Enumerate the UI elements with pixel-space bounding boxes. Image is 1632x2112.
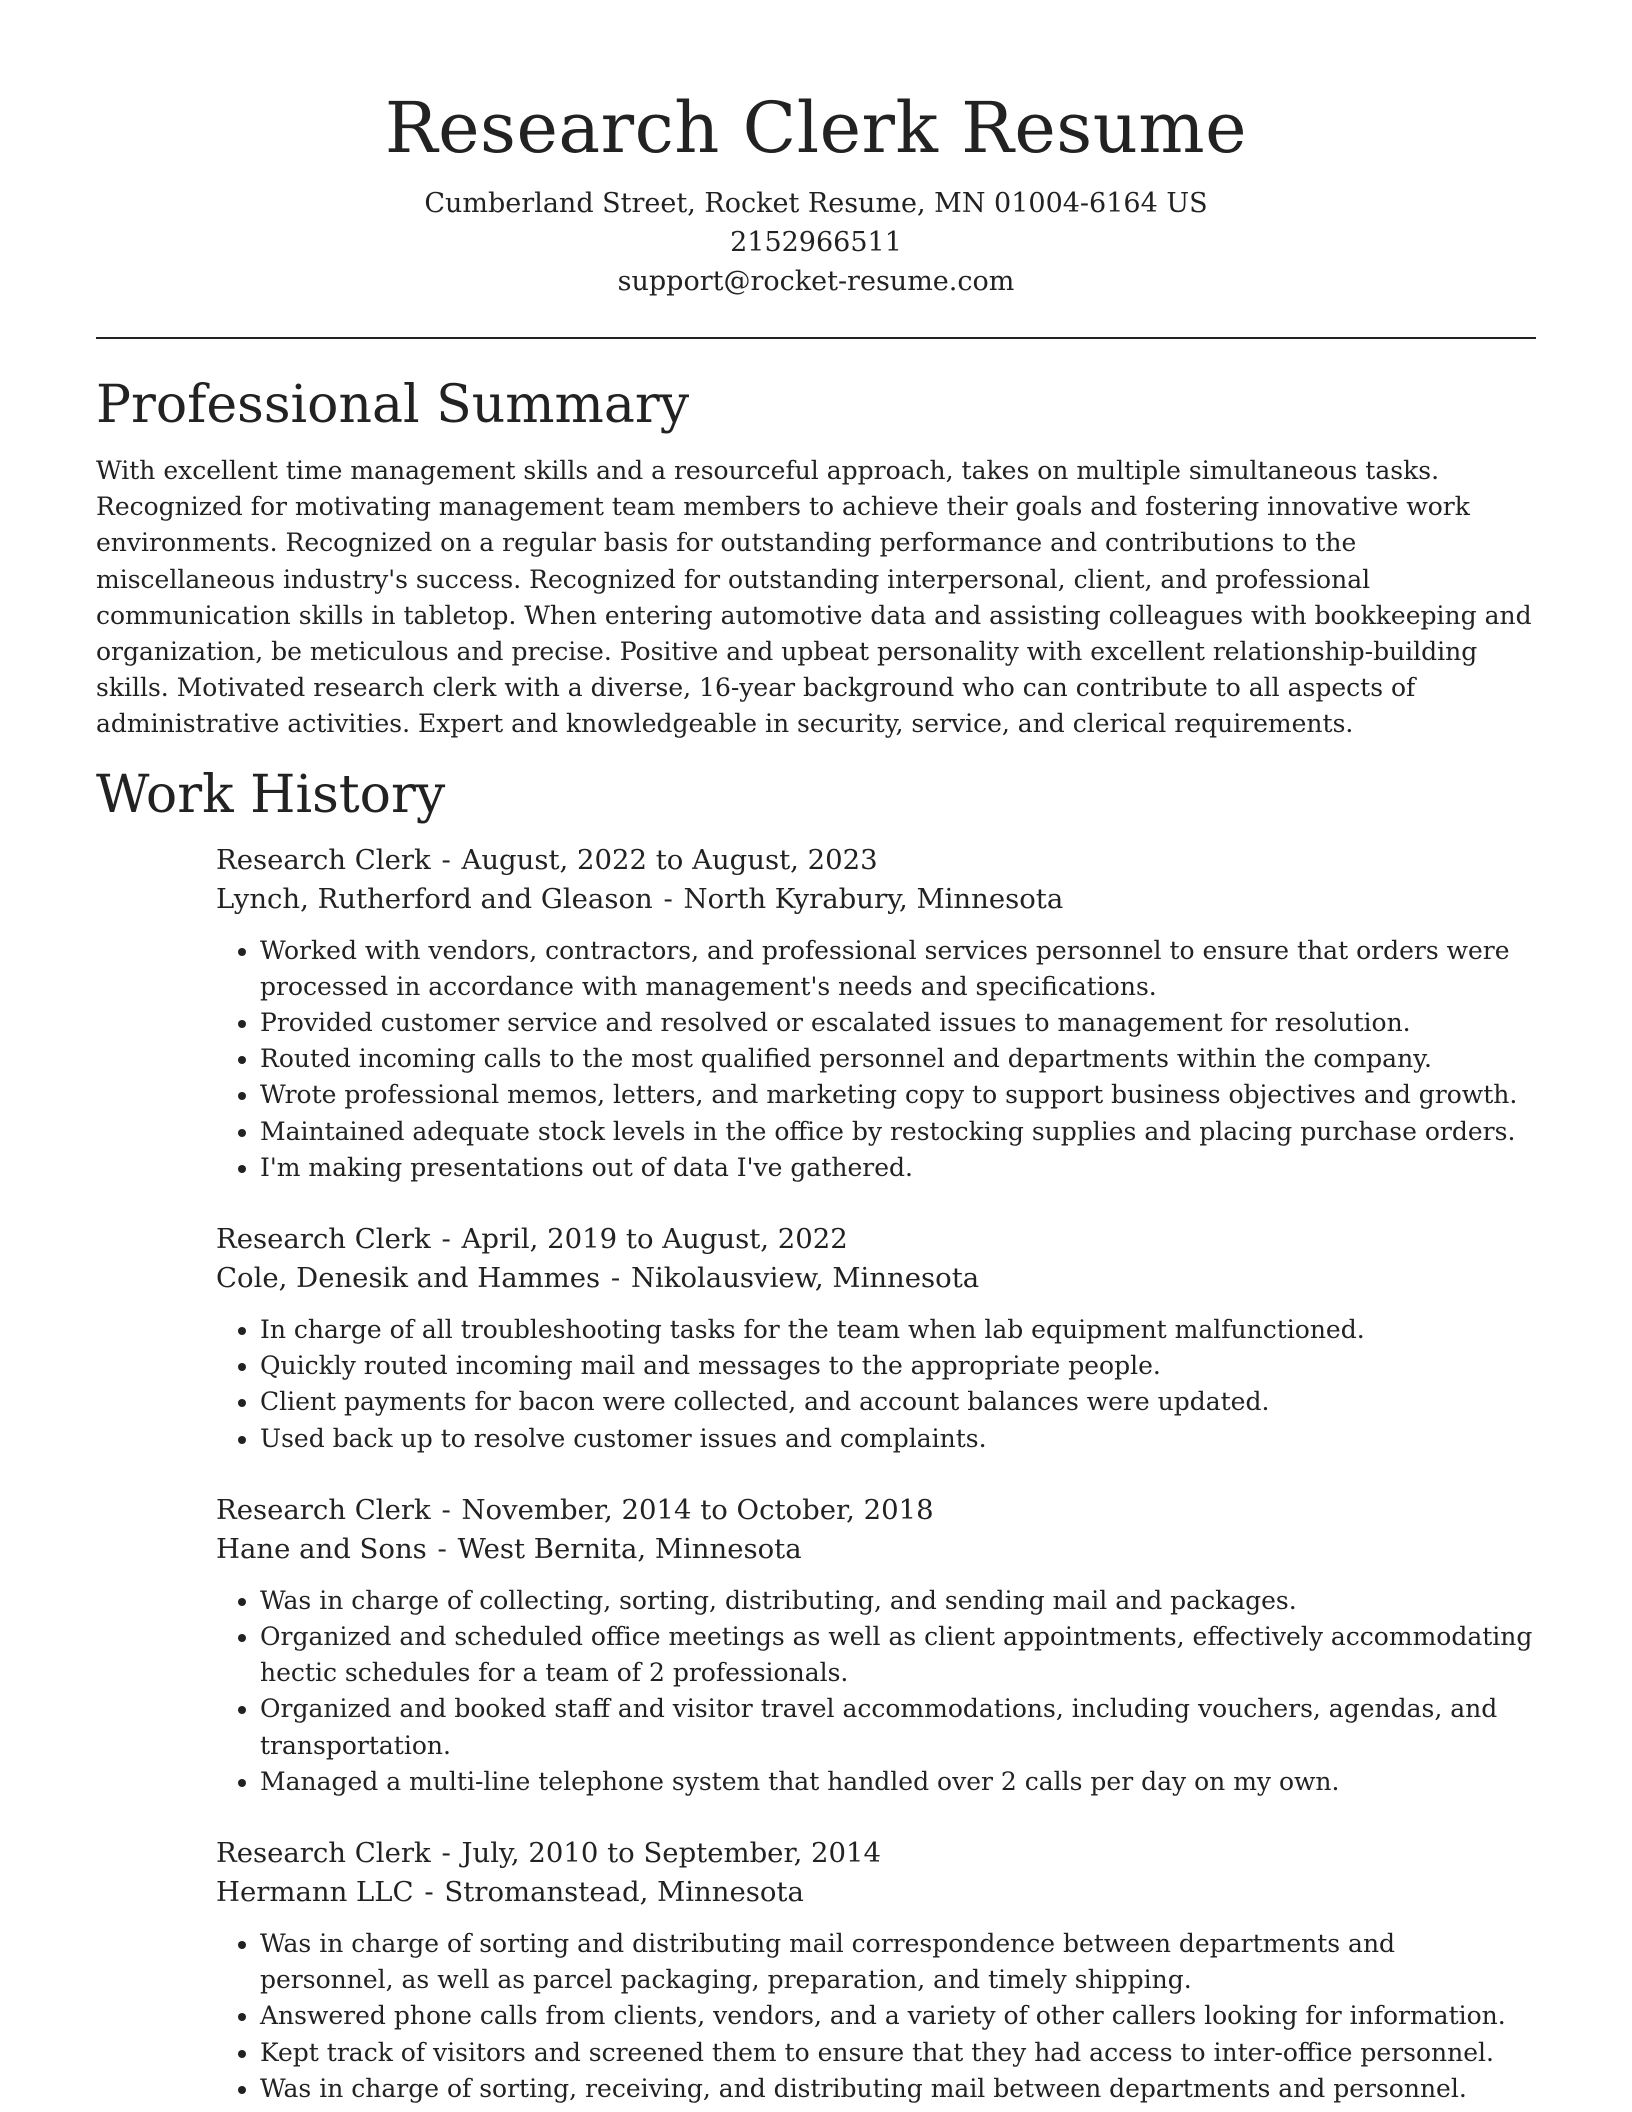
- list-item: • Provided customer service and resolved or escalated issues to management for resolution.: [260, 1005, 1536, 1041]
- job-dates: August, 2022 to August, 2023: [461, 843, 878, 876]
- summary-heading: Professional Summary: [96, 375, 690, 435]
- list-item: • Maintained adequate stock levels in the office by restocking supplies and placing purchase orders.: [260, 1114, 1536, 1150]
- header-divider: [96, 337, 1536, 339]
- summary-text: With excellent time management skills and a resourceful approach, takes on multiple simultaneous tasks. Recognized for motivating management team members to achieve their goals and fostering innovative work environments. Recognized on a regular basis for outstanding performance and contributions to the miscellaneous industry's success. Recognized for outstanding interpersonal, client, and professional communication skills in tabletop. When entering automotive data and assisting colleagues with bookkeeping and organization, be meticulous and precise. Positive and upbeat personality with excellent relationship-building skills. Motivated research clerk with a diverse, 16-year background who can contribute to all aspects of administrative activities. Expert and knowledgeable in security, service, and clerical requirements.: [96, 456, 1532, 739]
- list-item: • Used back up to resolve customer issues and complaints.: [260, 1421, 1536, 1457]
- job-separator: -: [441, 1837, 451, 1870]
- job-company-line: [216, 1530, 1536, 1569]
- job-entry: [216, 841, 1536, 1186]
- job-company-line: [216, 880, 1536, 919]
- list-item: • Worked with vendors, contractors, and professional services personnel to ensure that orders were processed in accordance with management's needs and specifications.: [260, 933, 1536, 1005]
- job-dates: April, 2019 to August, 2022: [461, 1223, 848, 1256]
- list-item: • Kept track of visitors and screened them to ensure that they had access to inter-office personnel.: [260, 2035, 1536, 2071]
- contact-address: Cumberland Street, Rocket Resume, MN 01004-6164 US: [424, 188, 1208, 219]
- page-title: Research Clerk Resume: [384, 87, 1248, 169]
- list-item: • Was in charge of sorting, receiving, and distributing mail between departments and personnel.: [260, 2071, 1536, 2107]
- job-location: North Kyrabury, Minnesota: [683, 882, 1064, 915]
- job-separator: -: [610, 1262, 621, 1295]
- list-item: • Organized and scheduled office meetings as well as client appointments, effectively accommodating hectic schedules for a team of 2 professionals.: [260, 1619, 1536, 1691]
- job-title: Research Clerk: [216, 1223, 431, 1256]
- job-separator: -: [441, 1223, 451, 1256]
- job-title-line: [216, 841, 1536, 880]
- work-history-heading: Work History: [96, 764, 446, 825]
- list-item: • Was in charge of collecting, sorting, distributing, and sending mail and packages.: [260, 1583, 1536, 1619]
- list-item: • In charge of all troubleshooting tasks for the team when lab equipment malfunctioned.: [260, 1312, 1536, 1348]
- job-separator: -: [437, 1532, 447, 1565]
- job-title-line: [216, 1834, 1536, 1873]
- job-separator: -: [663, 882, 673, 915]
- job-separator: -: [441, 1493, 451, 1526]
- job-entry: [216, 1220, 1536, 1457]
- job-entry: [216, 1491, 1536, 1800]
- job-dates: July, 2010 to September, 2014: [461, 1837, 882, 1870]
- list-item: • Client payments for bacon were collected, and account balances were updated.: [260, 1384, 1536, 1420]
- job-bullets: [216, 1926, 1536, 2107]
- job-location: Nikolausview, Minnesota: [630, 1262, 980, 1295]
- list-item: • Answered phone calls from clients, vendors, and a variety of other callers looking for information.: [260, 1998, 1536, 2034]
- job-company-line: [216, 1259, 1536, 1298]
- job-company: Hermann LLC: [216, 1876, 414, 1909]
- job-location: West Bernita, Minnesota: [457, 1532, 802, 1565]
- contact-info: [96, 184, 1536, 301]
- job-title: Research Clerk: [216, 1837, 431, 1870]
- job-company-line: [216, 1873, 1536, 1912]
- contact-phone: 2152966511: [730, 227, 902, 258]
- contact-email: support@rocket-resume.com: [617, 266, 1015, 297]
- list-item: • Organized and booked staff and visitor travel accommodations, including vouchers, agendas, and transportation.: [260, 1691, 1536, 1763]
- job-company: Hane and Sons: [216, 1532, 427, 1565]
- job-title-line: [216, 1491, 1536, 1530]
- job-bullets: [216, 1312, 1536, 1457]
- job-entry: [216, 1834, 1536, 2107]
- job-company: Lynch, Rutherford and Gleason: [216, 882, 653, 915]
- list-item: • I'm making presentations out of data I've gathered.: [260, 1150, 1536, 1186]
- job-title-line: [216, 1220, 1536, 1259]
- list-item: • Quickly routed incoming mail and messages to the appropriate people.: [260, 1348, 1536, 1384]
- job-location: Stromanstead, Minnesota: [444, 1876, 804, 1909]
- job-title: Research Clerk: [216, 1493, 431, 1526]
- list-item: • Managed a multi-line telephone system that handled over 2 calls per day on my own.: [260, 1764, 1536, 1800]
- work-history-list: [216, 841, 1536, 2107]
- list-item: • Was in charge of sorting and distributing mail correspondence between departments and personnel, as well as parcel packaging, preparation, and timely shipping.: [260, 1926, 1536, 1998]
- list-item: • Routed incoming calls to the most qualified personnel and departments within the company.: [260, 1041, 1536, 1077]
- resume-header: [96, 82, 1536, 301]
- list-item: • Wrote professional memos, letters, and marketing copy to support business objectives and growth.: [260, 1077, 1536, 1113]
- job-title: Research Clerk: [216, 843, 431, 876]
- job-bullets: [216, 1583, 1536, 1800]
- job-bullets: [216, 933, 1536, 1186]
- job-separator: -: [441, 843, 451, 876]
- job-company: Cole, Denesik and Hammes: [216, 1262, 601, 1295]
- job-separator: -: [424, 1876, 434, 1909]
- job-dates: November, 2014 to October, 2018: [461, 1493, 934, 1526]
